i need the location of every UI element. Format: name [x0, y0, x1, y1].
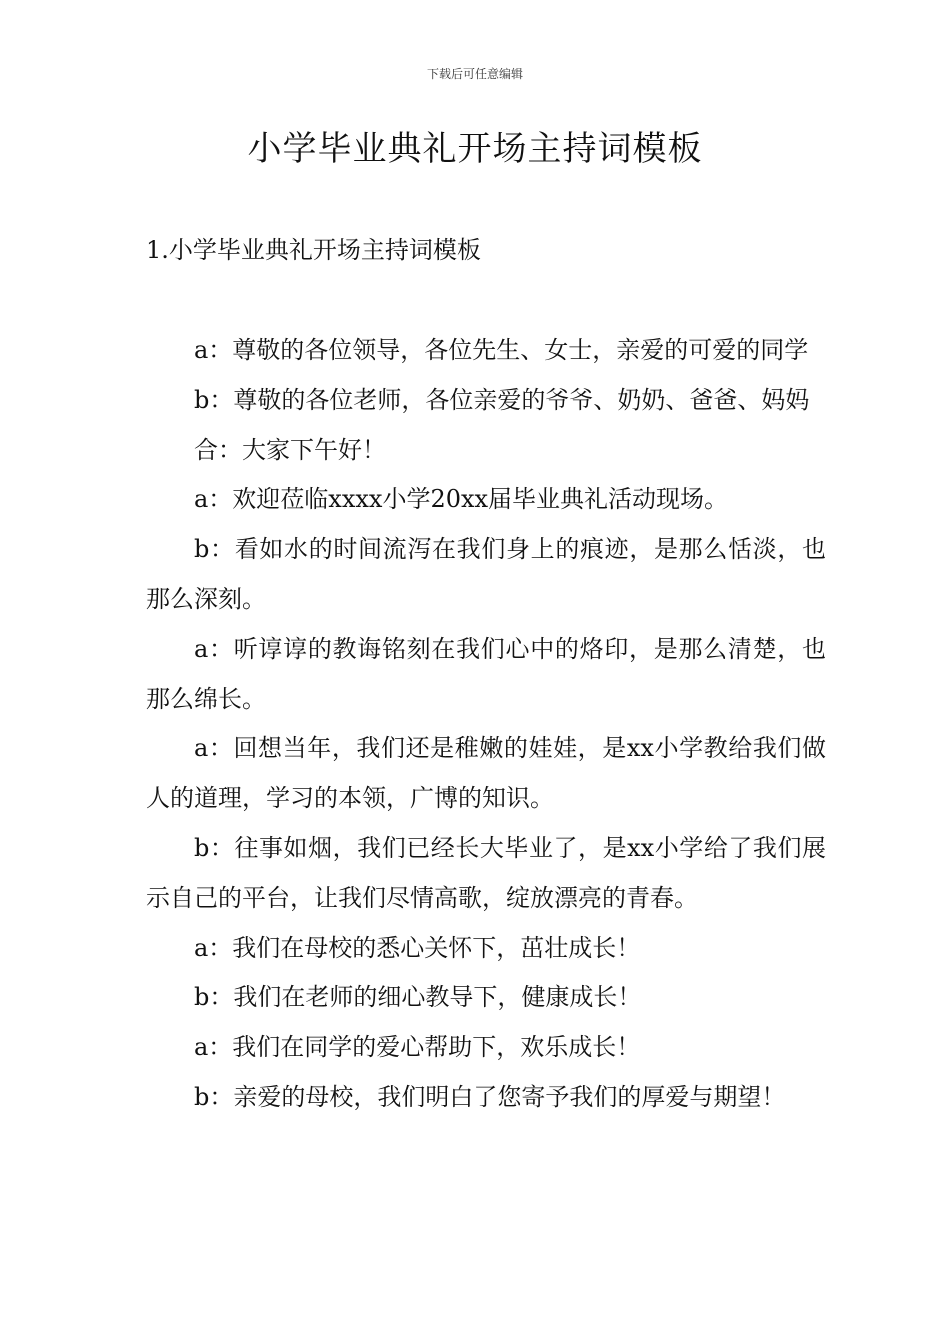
section-heading: 1.小学毕业典礼开场主持词模板 — [146, 236, 481, 264]
paragraph: a：我们在母校的悉心关怀下，茁壮成长！ — [194, 933, 641, 962]
paragraph: a：听谆谆的教诲铭刻在我们心中的烙印，是那么清楚，也那么绵长。 — [146, 634, 826, 713]
paragraph: b：看如水的时间流泻在我们身上的痕迹，是那么恬淡，也那么深刻。 — [146, 535, 826, 613]
paragraph: b：亲爱的母校，我们明白了您寄予我们的厚爱与期望！ — [194, 1082, 786, 1111]
paragraph: b：尊敬的各位老师，各位亲爱的爷爷、奶奶、爸爸、妈妈 — [194, 385, 810, 414]
paragraph: a：回想当年，我们还是稚嫩的娃娃，是xx小学教给我们做人的道理，学习的本领，广博的知识。 — [146, 734, 826, 813]
document-title: 小学毕业典礼开场主持词模板 — [247, 129, 703, 169]
paragraph: a：尊敬的各位领导，各位先生、女士，亲爱的可爱的同学 — [194, 336, 809, 364]
header-note: 下载后可任意编辑 — [426, 67, 523, 81]
paragraph: 合：大家下午好！ — [194, 435, 386, 464]
document-body — [146, 326, 826, 1123]
paragraph: a：我们在同学的爱心帮助下，欢乐成长！ — [194, 1033, 641, 1062]
paragraph: a：欢迎莅临xxxx小学20xx届毕业典礼活动现场。 — [194, 485, 729, 514]
paragraph: b：我们在老师的细心教导下，健康成长！ — [194, 983, 642, 1012]
paragraph: b：往事如烟，我们已经长大毕业了，是xx小学给了我们展示自己的平台，让我们尽情高歌，绽放漂亮的青春。 — [146, 833, 826, 912]
